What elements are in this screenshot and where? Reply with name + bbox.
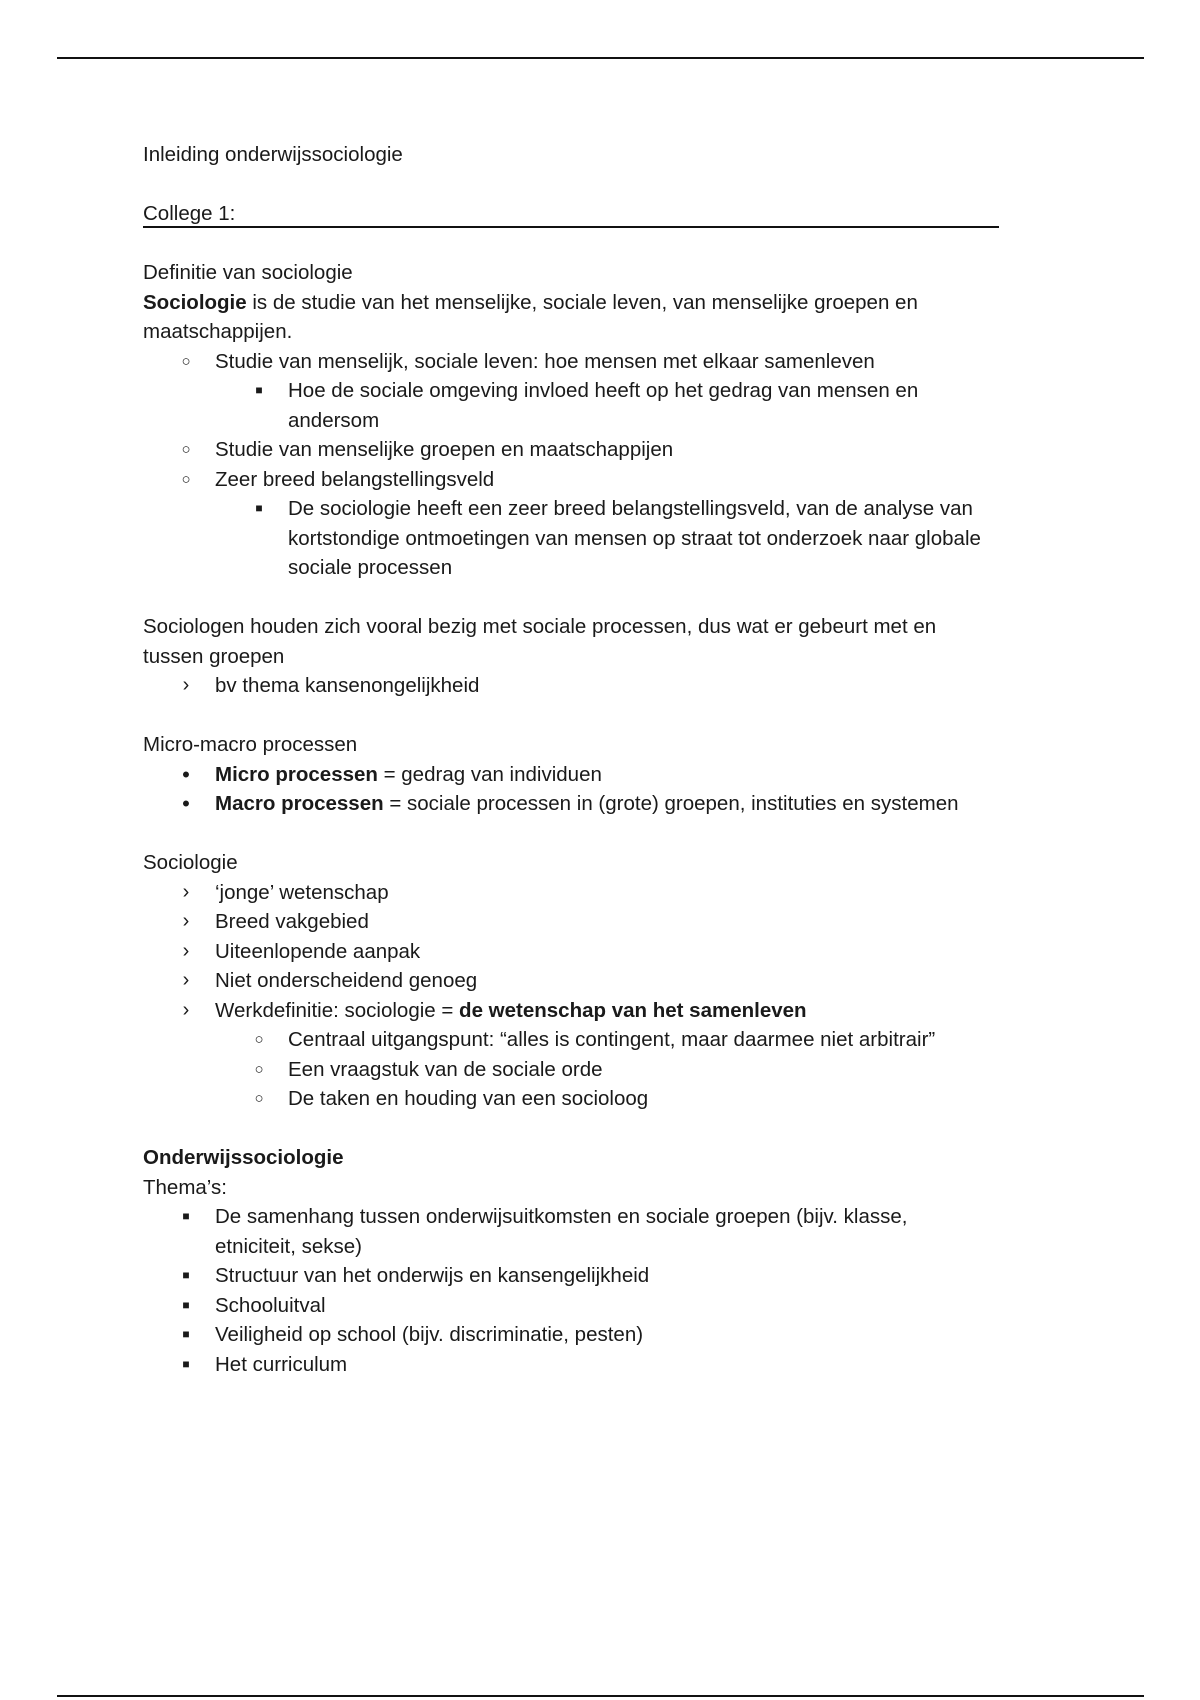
college-heading: College 1: xyxy=(143,199,1063,229)
onderwijssociologie-heading: Onderwijssociologie xyxy=(143,1146,344,1169)
list-item: • Macro processen = sociale processen in (grote) groepen, instituties en systemen xyxy=(143,789,1063,819)
list-item: ○ Studie van menselijke groepen en maatschappijen xyxy=(143,435,1063,465)
list-item: • Micro processen = gedrag van individuen xyxy=(143,760,1063,790)
micro-macro-heading: Micro-macro processen xyxy=(143,733,358,756)
list-item: › Uiteenlopende aanpak xyxy=(143,937,1063,967)
list-item: › Breed vakgebied xyxy=(143,907,1063,937)
list-item: ○ Studie van menselijk, sociale leven: hoe mensen met elkaar samenleven xyxy=(143,347,1063,377)
circle-bullet-icon: ○ xyxy=(254,1060,264,1078)
sociologie-heading: Sociologie xyxy=(143,851,238,874)
dot-bullet-icon: • xyxy=(182,791,190,816)
sociologen-paragraph-line: tussen groepen xyxy=(143,644,285,668)
chevron-bullet-icon: › xyxy=(182,969,190,991)
doc-title: Inleiding onderwijssociologie xyxy=(143,143,403,166)
list-item: ○ De taken en houding van een socioloog xyxy=(143,1084,1063,1114)
circle-bullet-icon: ○ xyxy=(181,352,191,370)
square-bullet-icon: ■ xyxy=(182,1297,190,1312)
list-item: › bv thema kansenongelijkheid xyxy=(143,671,1063,701)
dot-bullet-icon: • xyxy=(182,761,190,787)
square-bullet-icon: ■ xyxy=(182,1356,190,1371)
list-item: › Werkdefinitie: sociologie = de wetenschap van het samenleven xyxy=(143,996,1063,1026)
list-item: ○ Zeer breed belangstellingsveld xyxy=(143,465,1063,495)
square-bullet-icon: ■ xyxy=(182,1327,190,1341)
list-item: ■ De samenhang tussen onderwijsuitkomsten en sociale groepen (bijv. klasse, xyxy=(143,1202,1063,1232)
square-bullet-icon: ■ xyxy=(182,1209,190,1223)
list-item: ■ Het curriculum xyxy=(143,1350,1063,1380)
square-bullet-icon: ■ xyxy=(182,1268,190,1282)
page-top-rule xyxy=(57,57,1144,59)
themas-label: Thema’s: xyxy=(143,1175,227,1199)
definition-paragraph-line: Sociologie is de studie van het menselijke, sociale leven, van menselijke groepen en xyxy=(143,290,918,314)
list-item: ■ Veiligheid op school (bijv. discriminatie, pesten) xyxy=(143,1320,1063,1350)
circle-bullet-icon: ○ xyxy=(181,470,191,488)
page-bottom-rule xyxy=(57,1695,1144,1697)
list-item: ○ Een vraagstuk van de sociale orde xyxy=(143,1055,1063,1085)
list-item: ■ Schooluitval xyxy=(143,1291,1063,1321)
list-item-continuation: etniciteit, sekse) xyxy=(215,1234,362,1258)
definition-paragraph-line: maatschappijen. xyxy=(143,320,293,343)
chevron-bullet-icon: › xyxy=(182,674,190,696)
sociologen-paragraph-line: Sociologen houden zich vooral bezig met sociale processen, dus wat er gebeurt met en xyxy=(143,615,937,638)
list-item: › ‘jonge’ wetenschap xyxy=(143,878,1063,908)
definition-heading: Definitie van sociologie xyxy=(143,261,353,284)
circle-bullet-icon: ○ xyxy=(254,1031,264,1048)
document-body xyxy=(143,140,1063,1379)
chevron-bullet-icon: › xyxy=(182,880,190,903)
circle-bullet-icon: ○ xyxy=(181,441,191,458)
chevron-bullet-icon: › xyxy=(182,939,190,962)
list-item: › Niet onderscheidend genoeg xyxy=(143,966,1063,996)
chevron-bullet-icon: › xyxy=(182,998,190,1021)
square-bullet-icon: ■ xyxy=(255,383,263,397)
square-bullet-icon: ■ xyxy=(255,501,263,515)
list-item: ■ De sociologie heeft een zeer breed belangstellingsveld, van de analyse van xyxy=(143,494,1063,524)
chevron-bullet-icon: › xyxy=(182,910,190,932)
circle-bullet-icon: ○ xyxy=(254,1090,264,1107)
list-item: ■ Structuur van het onderwijs en kansengelijkheid xyxy=(143,1261,1063,1291)
list-item: ○ Centraal uitgangspunt: “alles is contingent, maar daarmee niet arbitrair” xyxy=(143,1025,1063,1055)
list-item-continuation: kortstondige ontmoetingen van mensen op straat tot onderzoek naar globale xyxy=(288,526,981,550)
list-item-continuation: andersom xyxy=(288,408,380,432)
list-item: ■ Hoe de sociale omgeving invloed heeft op het gedrag van mensen en xyxy=(143,376,1063,406)
list-item-continuation: sociale processen xyxy=(288,556,453,579)
